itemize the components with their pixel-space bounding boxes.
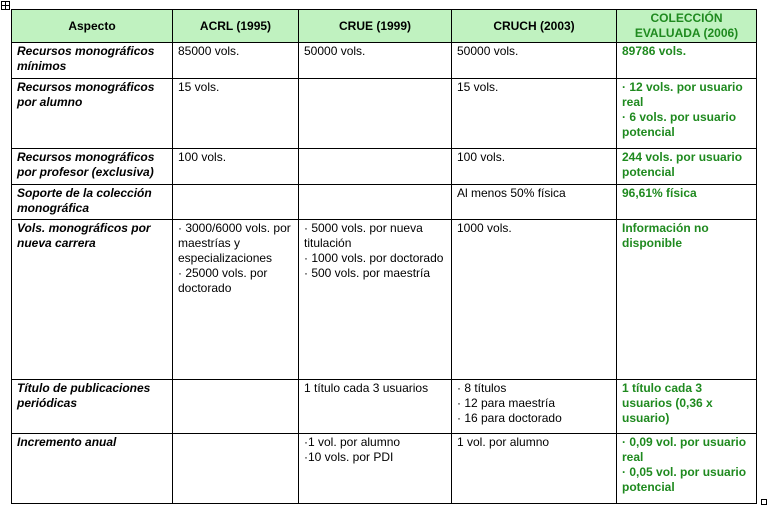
cell-crue	[299, 380, 452, 434]
cell-crue	[299, 43, 452, 79]
header-coleccion-evaluada: COLECCIÓN EVALUADA (2006)	[617, 10, 757, 43]
cell-text-line: 15 vols.	[178, 80, 220, 94]
cell-evaluada	[617, 149, 757, 185]
table-row	[12, 380, 757, 434]
cell-text-line: 1 título cada 3 usuarios (0,36 x usuario)	[622, 381, 713, 425]
cell-cruch	[452, 79, 617, 149]
cell-cruch	[452, 220, 617, 380]
table-row	[12, 185, 757, 220]
cell-text-line: · 25000 vols. por doctorado	[178, 266, 268, 295]
row-aspect-cell: Título de publicaciones periódicas	[12, 380, 173, 434]
cell-acrl	[173, 434, 299, 504]
row-aspect-cell: Vols. monográficos por nueva carrera	[12, 220, 173, 380]
row-aspect-cell: Recursos monográficos por profesor (exclusiva)	[12, 149, 173, 185]
cell-cruch	[452, 185, 617, 220]
cell-acrl	[173, 220, 299, 380]
cell-cruch	[452, 43, 617, 79]
cell-text-line: · 5000 vols. por nueva titulación	[304, 221, 423, 250]
table-move-handle-icon[interactable]	[1, 1, 10, 10]
cell-text-line: Al menos 50% física	[457, 186, 566, 200]
cell-text-line: 50000 vols.	[304, 44, 366, 58]
row-aspect-cell: Soporte de la colección monográfica	[12, 185, 173, 220]
cell-evaluada	[617, 220, 757, 380]
cell-text-line: · 12 para maestría	[457, 396, 556, 410]
cell-text-line: ·1 vol. por alumno	[304, 435, 401, 449]
cell-crue	[299, 149, 452, 185]
cell-evaluada	[617, 185, 757, 220]
header-cruch: CRUCH (2003)	[452, 10, 617, 43]
cell-cruch	[452, 149, 617, 185]
cell-text-line: · 1000 vols. por doctorado	[304, 251, 444, 265]
cell-acrl	[173, 79, 299, 149]
cell-text-line: 96,61% física	[622, 186, 697, 200]
cell-evaluada	[617, 434, 757, 504]
header-crue: CRUE (1999)	[299, 10, 452, 43]
table-resize-handle-icon[interactable]	[761, 499, 767, 505]
row-aspect-cell: Incremento anual	[12, 434, 173, 504]
cell-acrl	[173, 380, 299, 434]
cell-text-line: 244 vols. por usuario potencial	[622, 150, 743, 179]
cell-text-line: · 3000/6000 vols. por maestrías y especializaciones	[178, 221, 291, 265]
header-row	[12, 10, 757, 43]
row-aspect-cell: Recursos monográficos por alumno	[12, 79, 173, 149]
cell-text-line: Información no disponible	[622, 221, 709, 250]
cell-text-line: 85000 vols.	[178, 44, 240, 58]
table-row	[12, 220, 757, 380]
table-row	[12, 434, 757, 504]
cell-text-line: 89786 vols.	[622, 44, 687, 58]
cell-acrl	[173, 43, 299, 79]
cell-evaluada	[617, 380, 757, 434]
cell-text-line: 100 vols.	[178, 150, 227, 164]
cell-text-line: 50000 vols.	[457, 44, 519, 58]
cell-acrl	[173, 185, 299, 220]
cell-text-line: 15 vols.	[457, 80, 499, 94]
standards-comparison-table	[11, 9, 757, 504]
cell-crue	[299, 79, 452, 149]
cell-text-line: · 16 para doctorado	[457, 411, 562, 425]
cell-evaluada	[617, 79, 757, 149]
table-row	[12, 79, 757, 149]
header-acrl: ACRL (1995)	[173, 10, 299, 43]
cell-text-line: · 500 vols. por maestría	[304, 266, 431, 280]
cell-crue	[299, 185, 452, 220]
header-aspecto: Aspecto	[12, 10, 173, 43]
cell-cruch	[452, 434, 617, 504]
cell-text-line: 1000 vols.	[457, 221, 512, 235]
cell-text-line: · 0,05 vol. por usuario potencial	[622, 465, 747, 494]
cell-text-line: 100 vols.	[457, 150, 506, 164]
cell-text-line: 1 título cada 3 usuarios	[304, 381, 429, 395]
cell-text-line: · 6 vols. por usuario potencial	[622, 110, 737, 139]
cell-acrl	[173, 149, 299, 185]
row-aspect-cell: Recursos monográficos mínimos	[12, 43, 173, 79]
cell-evaluada	[617, 43, 757, 79]
cell-cruch	[452, 380, 617, 434]
cell-crue	[299, 434, 452, 504]
cell-text-line: ·10 vols. por PDI	[304, 450, 394, 464]
cell-text-line: · 12 vols. por usuario real	[622, 80, 743, 109]
cell-text-line: · 8 títulos	[457, 381, 507, 395]
cell-crue	[299, 220, 452, 380]
cell-text-line: 1 vol. por alumno	[457, 435, 550, 449]
table-row	[12, 43, 757, 79]
table-row	[12, 149, 757, 185]
cell-text-line: · 0,09 vol. por usuario real	[622, 435, 747, 464]
